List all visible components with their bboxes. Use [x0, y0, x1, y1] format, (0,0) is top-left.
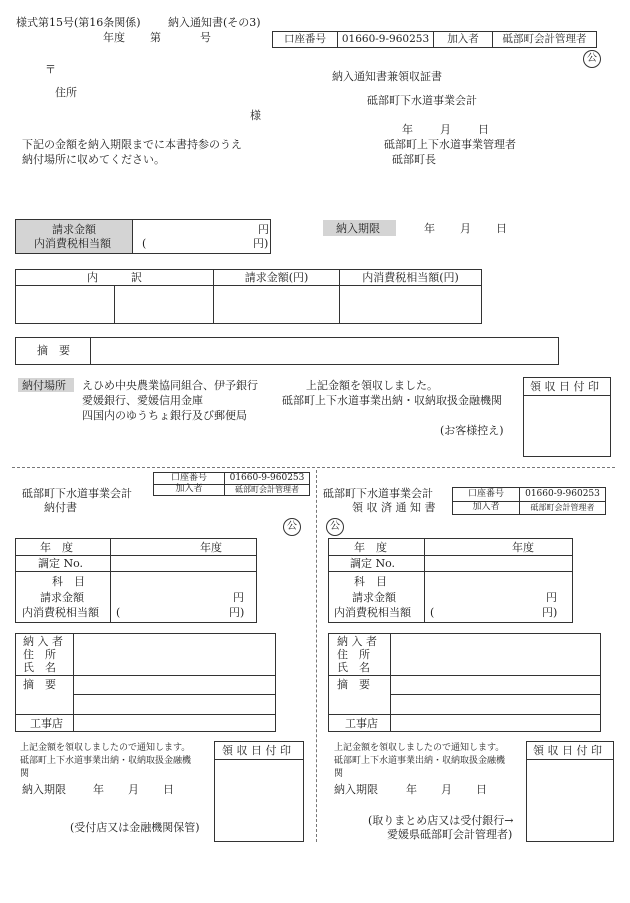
right-nendo-value: 年度 — [512, 541, 534, 554]
breakdown-cell — [340, 286, 482, 324]
breakdown-cell — [16, 286, 115, 324]
left-seikyu-yen: 円 — [233, 591, 244, 604]
right-subscriber-label: 加入者 — [453, 501, 520, 515]
right-deadline-month: 月 — [441, 783, 452, 796]
right-tax-yen-close: 円) — [542, 606, 558, 619]
right-jusho-label: 住 所 — [337, 648, 370, 661]
left-tekiyo-label: 摘 要 — [23, 678, 56, 691]
issuer: 砥部町下水道事業会計 — [367, 94, 477, 107]
right-org: 砥部町下水道事業会計 — [323, 487, 433, 500]
left-subscriber: 砥部町会計管理者 — [225, 484, 310, 496]
payment-place-label: 納付場所 — [22, 379, 66, 392]
left-deadline-month: 月 — [128, 783, 139, 796]
left-account-no-label: 口座番号 — [154, 473, 225, 485]
received-text: 上記金額を領収しました。 — [306, 379, 438, 392]
left-nendo-label: 年 度 — [40, 541, 73, 554]
customer-copy: (お客様控え) — [440, 424, 504, 437]
left-deadline-day: 日 — [163, 783, 174, 796]
breakdown-header-tax: 内消費税相当額(円) — [340, 270, 482, 286]
manager: 砥部町上下水道事業管理者 — [384, 138, 516, 151]
go-label: 号 — [200, 31, 211, 44]
mayor: 砥部町長 — [392, 153, 436, 166]
institution-text: 砥部町上下水道事業出納・収納取扱金融機関 — [282, 394, 502, 407]
left-account-no: 01660-9-960253 — [225, 473, 310, 485]
instruction-line-2: 納付場所に収めてください。 — [22, 153, 165, 166]
payment-place-line-2: 愛媛銀行、愛媛信用金庫 — [82, 394, 203, 407]
left-title: 納付書 — [44, 501, 77, 514]
remarks-label: 摘 要 — [37, 344, 70, 357]
left-tax-open-paren: ( — [116, 606, 121, 619]
deadline-month: 月 — [460, 222, 471, 235]
right-account-no-label: 口座番号 — [453, 488, 520, 502]
right-contractor-label: 工事店 — [345, 717, 378, 730]
date-year: 年 — [402, 123, 413, 136]
left-tax-yen-close: 円) — [229, 606, 245, 619]
right-footer-1: (取りまとめ店又は受付銀行→ — [368, 814, 514, 827]
right-deadline-day: 日 — [476, 783, 487, 796]
right-institution-2: 関 — [334, 769, 344, 779]
fiscal-year-label: 年度 — [103, 31, 125, 44]
right-account-no: 01660-9-960253 — [520, 488, 606, 502]
right-deadline-year: 年 — [406, 783, 417, 796]
dai-label: 第 — [150, 31, 161, 44]
deadline-year: 年 — [424, 222, 435, 235]
left-account-table — [153, 472, 310, 496]
right-nendo-label: 年 度 — [354, 541, 387, 554]
official-seal-icon: 公 — [583, 50, 601, 68]
left-contractor-label: 工事店 — [30, 717, 63, 730]
right-shimei-label: 氏 名 — [337, 661, 370, 674]
left-org: 砥部町下水道事業会計 — [22, 487, 132, 500]
left-jusho-label: 住 所 — [23, 648, 56, 661]
account-no-label: 口座番号 — [273, 32, 338, 48]
right-tax-label: 内消費税相当額 — [334, 606, 411, 619]
address-label: 住所 — [55, 86, 77, 99]
form-title: 納入通知書(その3) — [168, 16, 261, 29]
breakdown-cell — [115, 286, 214, 324]
right-notice: 上記金額を領収しましたので通知します。 — [334, 743, 505, 753]
form-number: 様式第15号(第16条関係) — [16, 16, 141, 29]
left-receipt-stamp-label: 領 収 日 付 印 — [222, 744, 291, 757]
payment-place-line-1: えひめ中央農業協同組合、伊予銀行 — [82, 379, 258, 392]
right-tax-open-paren: ( — [430, 606, 435, 619]
breakdown-header-amount: 請求金額(円) — [214, 270, 340, 286]
right-seal-icon: 公 — [326, 518, 344, 536]
account-no: 01660-9-960253 — [338, 32, 434, 48]
date-day: 日 — [478, 123, 489, 136]
left-seal-icon: 公 — [283, 518, 301, 536]
left-deadline-year: 年 — [93, 783, 104, 796]
account-info-table — [272, 31, 597, 48]
left-tax-label: 内消費税相当額 — [22, 606, 99, 619]
remarks-box — [15, 337, 559, 365]
breakdown-header-item: 内 訳 — [16, 270, 214, 286]
right-chotei-label: 調定 No. — [350, 557, 396, 570]
right-deadline-label: 納入期限 — [334, 783, 378, 796]
right-payer-label: 納 入 者 — [337, 635, 377, 648]
right-subscriber: 砥部町会計管理者 — [520, 501, 606, 515]
right-seikyu-yen: 円 — [546, 591, 557, 604]
cut-line-vertical — [316, 470, 317, 842]
left-footer: (受付店又は金融機関保管) — [70, 821, 200, 834]
right-receipt-stamp-label: 領 収 日 付 印 — [533, 744, 602, 757]
right-account-table — [452, 487, 606, 515]
left-institution: 砥部町上下水道事業出納・収納取扱金融機 — [20, 756, 192, 766]
right-footer-2: 愛媛県砥部町会計管理者) — [387, 828, 513, 841]
tax-yen-close: 円) — [253, 237, 269, 250]
instruction-line-1: 下記の金額を納入期限までに本書持参のうえ — [22, 138, 242, 151]
honorific: 様 — [250, 109, 261, 122]
tax-open-paren: ( — [142, 237, 147, 250]
billed-amount-label: 請求金額 — [52, 223, 96, 236]
left-nendo-value: 年度 — [200, 541, 222, 554]
left-kamoku-label: 科 目 — [52, 575, 85, 588]
cut-line — [12, 467, 615, 468]
right-title: 領 収 済 通 知 書 — [352, 501, 436, 514]
breakdown-cell — [214, 286, 340, 324]
left-subscriber-label: 加入者 — [154, 484, 225, 496]
right-seikyu-label: 請求金額 — [352, 591, 396, 604]
subscriber-label: 加入者 — [434, 32, 493, 48]
left-deadline-label: 納入期限 — [22, 783, 66, 796]
left-notice: 上記金額を領収しましたので通知します。 — [20, 743, 191, 753]
deadline-label: 納入期限 — [336, 222, 380, 235]
tax-amount-label: 内消費税相当額 — [34, 237, 111, 250]
left-seikyu-label: 請求金額 — [40, 591, 84, 604]
left-chotei-label: 調定 No. — [38, 557, 84, 570]
left-shimei-label: 氏 名 — [23, 661, 56, 674]
deadline-day: 日 — [496, 222, 507, 235]
breakdown-table — [15, 269, 482, 324]
receipt-stamp-label: 領 収 日 付 印 — [530, 380, 599, 393]
document-name: 納入通知書兼領収証書 — [332, 70, 442, 83]
right-institution: 砥部町上下水道事業出納・収納取扱金融機 — [334, 756, 506, 766]
billed-yen: 円 — [258, 223, 269, 236]
right-tekiyo-label: 摘 要 — [337, 678, 370, 691]
right-kamoku-label: 科 目 — [354, 575, 387, 588]
payment-place-line-3: 四国内のゆうちょ銀行及び郵便局 — [82, 409, 247, 422]
subscriber: 砥部町会計管理者 — [493, 32, 597, 48]
date-month: 月 — [440, 123, 451, 136]
postal-mark: 〒 — [45, 63, 56, 76]
left-institution-2: 関 — [20, 769, 30, 779]
left-payer-label: 納 入 者 — [23, 635, 63, 648]
